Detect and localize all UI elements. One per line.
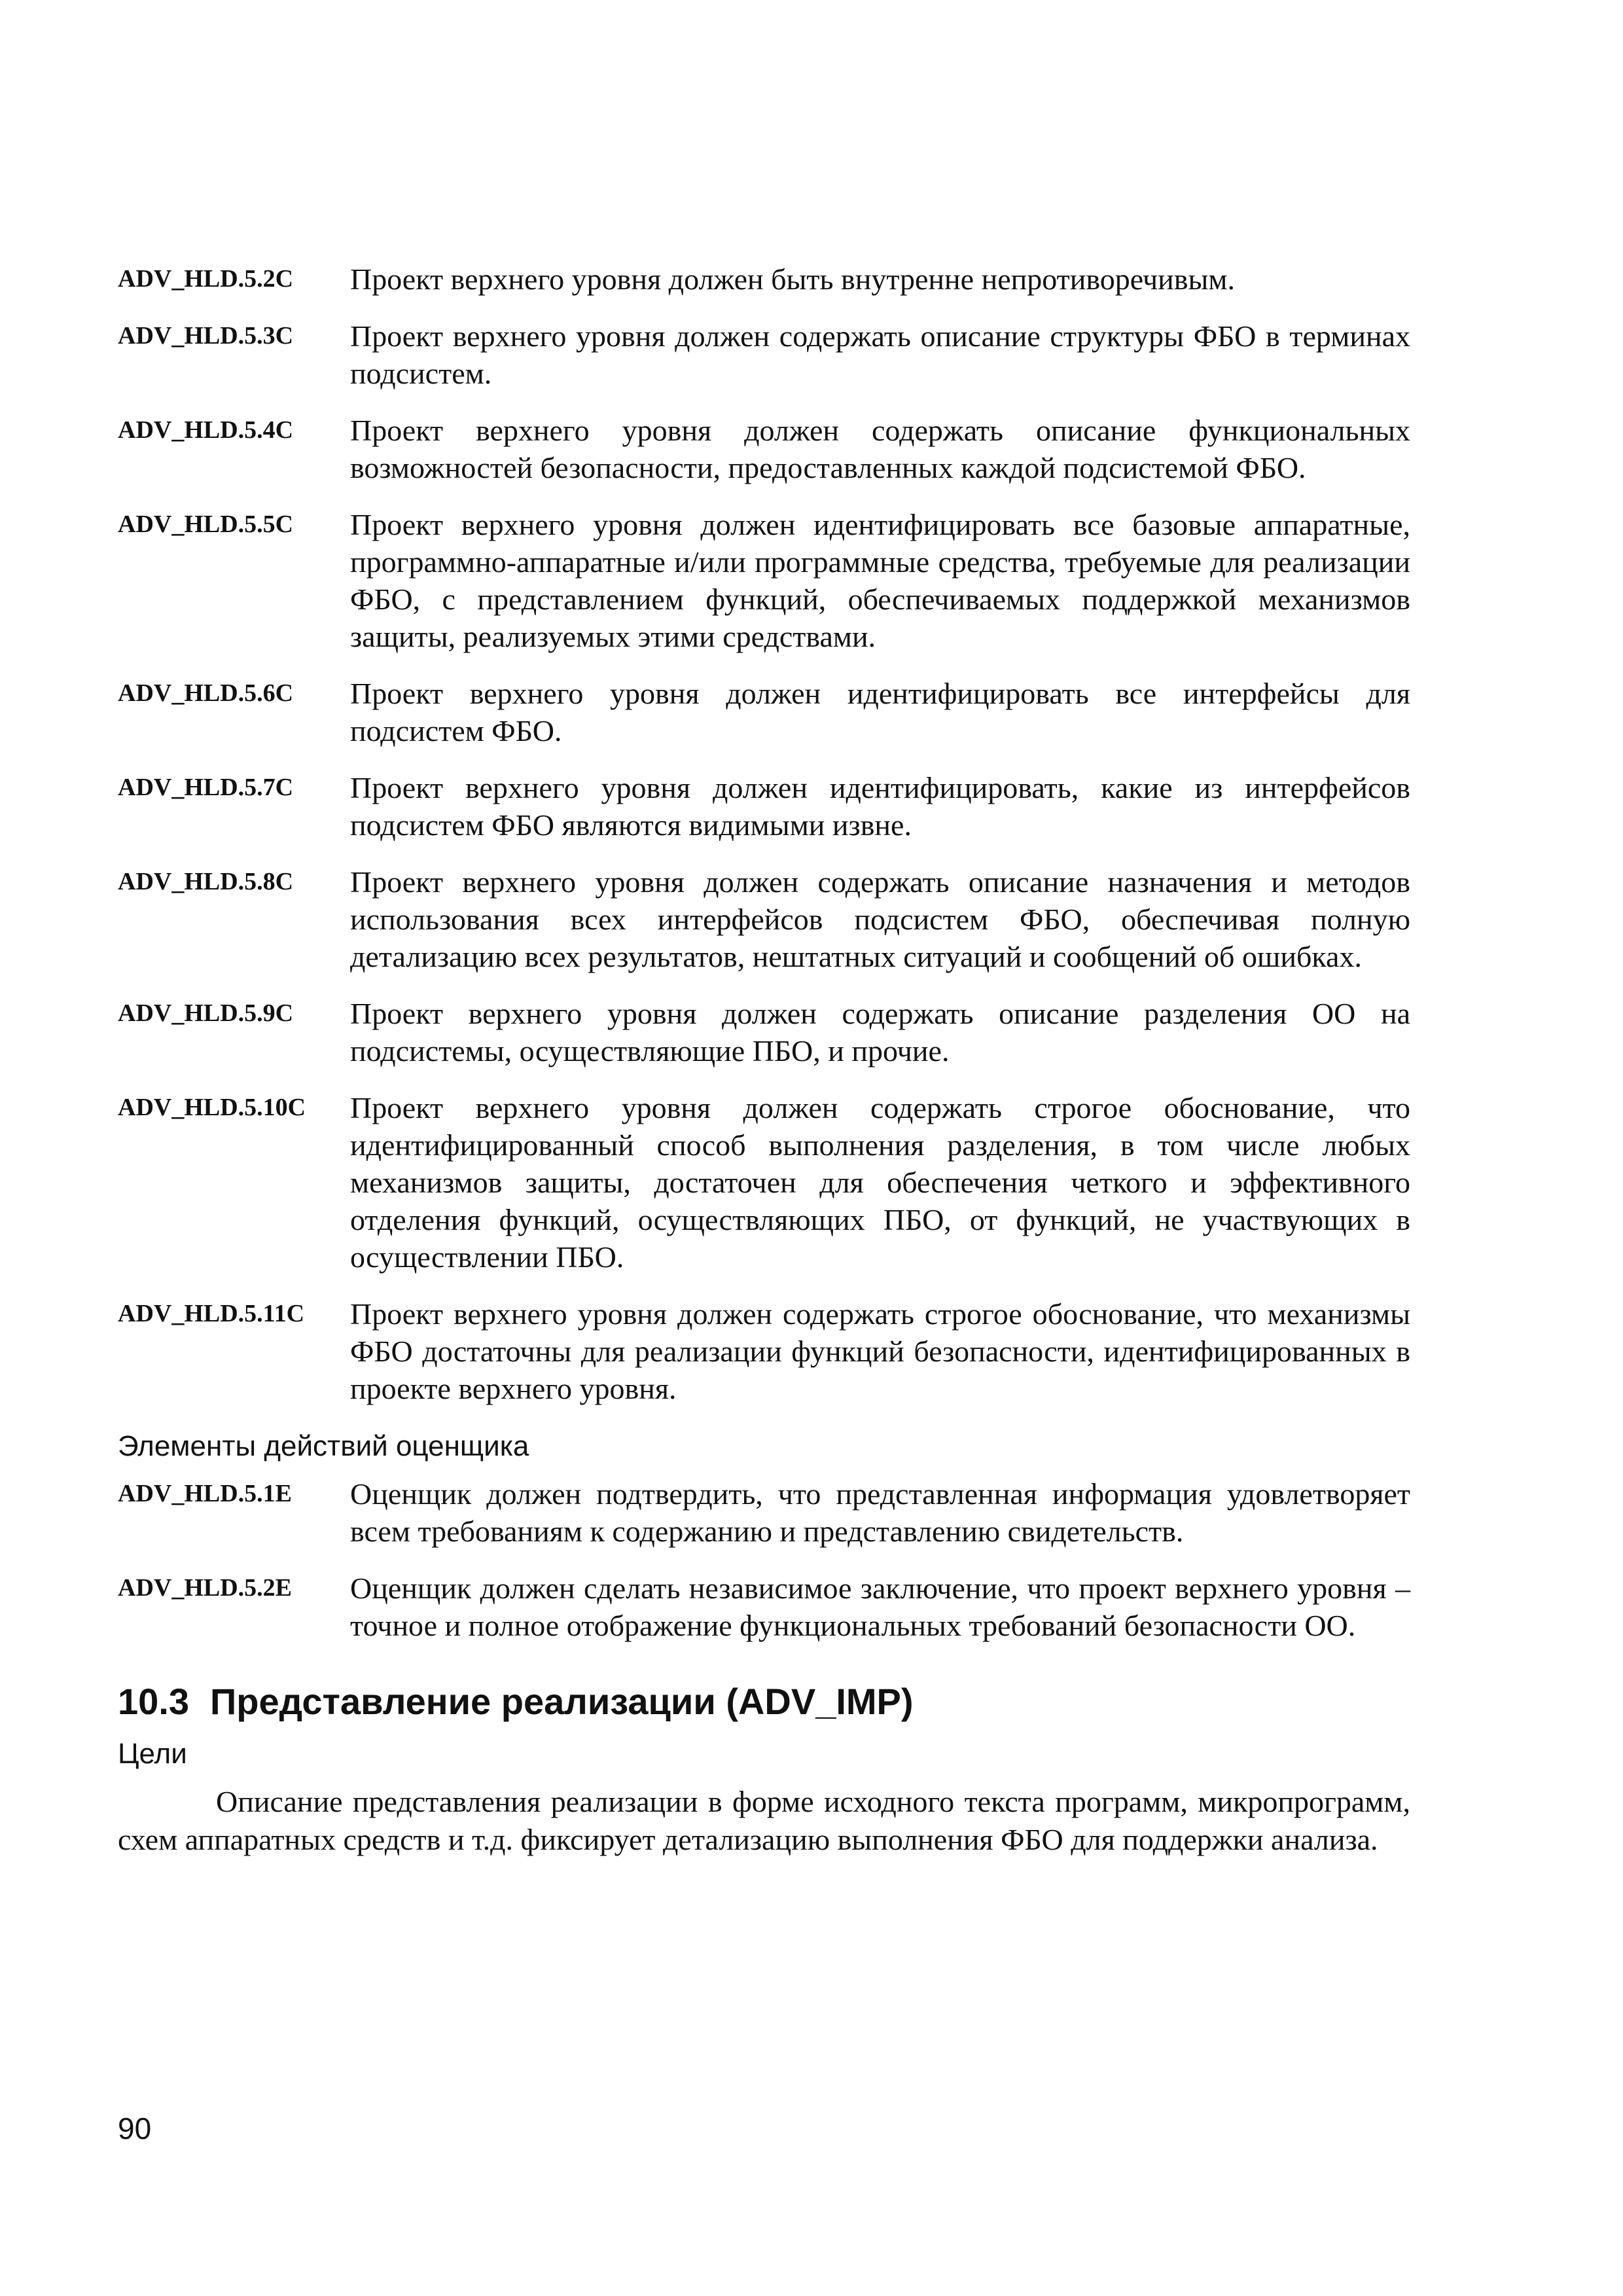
requirement-id: ADV_HLD.5.11C xyxy=(118,1300,305,1327)
requirement-item xyxy=(118,1295,1410,1407)
requirement-text: Оценщик должен сделать независимое заключение, что проект верхнего уровня – точное и полное отображение функциональных требований безопасности ОО. xyxy=(350,1571,1410,1642)
requirement-id: ADV_HLD.5.9C xyxy=(118,999,294,1027)
evaluator-requirements-list xyxy=(118,1475,1410,1644)
requirement-text: Проект верхнего уровня должен содержать описание структуры ФБО в терминах подсистем. xyxy=(350,319,1410,390)
requirement-id: ADV_HLD.5.4C xyxy=(118,416,294,444)
section-title: Представление реализации (ADV_IMP) xyxy=(210,1681,914,1722)
requirement-text: Проект верхнего уровня должен быть внутренне непротиворечивым. xyxy=(350,262,1236,296)
requirement-item xyxy=(118,863,1410,975)
requirement-id: ADV_HLD.5.10C xyxy=(118,1094,306,1121)
page-content xyxy=(118,260,1410,1859)
requirement-id: ADV_HLD.5.5C xyxy=(118,511,294,538)
evaluator-heading: Элементы действий оценщика xyxy=(118,1430,529,1462)
requirement-item xyxy=(118,769,1410,844)
requirement-text: Проект верхнего уровня должен идентифицировать все базовые аппаратные, программно-аппаратные и/или программные средства, требуемые для реализации ФБО, с представлением функций, обеспечиваемых поддержкой механизмов защиты, реализуемых этими средствами. xyxy=(350,508,1410,653)
requirement-text: Проект верхнего уровня должен содержать строгое обоснование, что механизмы ФБО достаточны для реализации функций безопасности, идентифицированных в проекте верхнего уровня. xyxy=(350,1297,1410,1405)
requirement-text: Проект верхнего уровня должен идентифицировать, какие из интерфейсов подсистем ФБО являются видимыми извне. xyxy=(350,771,1410,842)
section-number: 10.3 xyxy=(118,1681,189,1722)
page-number: 90 xyxy=(118,2111,152,2145)
requirement-text: Проект верхнего уровня должен идентифицировать все интерфейсы для подсистем ФБО. xyxy=(350,677,1410,747)
requirement-item xyxy=(118,317,1410,392)
requirement-item xyxy=(118,995,1410,1069)
section-heading xyxy=(118,1676,1410,1728)
requirement-id: ADV_HLD.5.6C xyxy=(118,679,294,707)
requirement-text: Проект верхнего уровня должен содержать описание функциональных возможностей безопасности, предоставленных каждой подсистемой ФБО. xyxy=(350,414,1410,484)
goals-paragraph: Описание представления реализации в форме исходного текста программ, микропрограмм, схем аппаратных средств и т.д. фиксирует детализацию выполнения ФБО для поддержки анализа. xyxy=(118,1785,1410,1856)
requirement-item xyxy=(118,1475,1410,1550)
developer-requirements-list xyxy=(118,260,1410,1407)
requirement-id: ADV_HLD.5.1E xyxy=(118,1480,293,1507)
requirement-item xyxy=(118,260,1410,298)
requirement-item xyxy=(118,412,1410,486)
requirement-id: ADV_HLD.5.2C xyxy=(118,265,294,293)
goals-heading: Цели xyxy=(118,1738,187,1770)
requirement-text: Оценщик должен подтвердить, что представленная информация удовлетворяет всем требованиям к содержанию и представлению свидетельств. xyxy=(350,1477,1410,1548)
requirement-item xyxy=(118,675,1410,749)
requirement-id: ADV_HLD.5.8C xyxy=(118,868,294,895)
requirement-text: Проект верхнего уровня должен содержать строгое обоснование, что идентифицированный способ выполнения разделения, в том числе любых механизмов защиты, достаточен для обеспечения четкого и эффективного отделения функций, осуществляющих ПБО, от функций, не участвующих в осуществлении ПБО. xyxy=(350,1091,1410,1274)
requirement-id: ADV_HLD.5.2E xyxy=(118,1574,293,1602)
requirement-id: ADV_HLD.5.3C xyxy=(118,322,294,350)
requirement-id: ADV_HLD.5.7C xyxy=(118,774,294,801)
requirement-item xyxy=(118,1570,1410,1644)
requirement-item xyxy=(118,506,1410,655)
requirement-text: Проект верхнего уровня должен содержать описание назначения и методов использования всех интерфейсов подсистем ФБО, обеспечивая полную детализацию всех результатов, нештатных ситуаций и сообщений об ошибках. xyxy=(350,865,1410,973)
requirement-text: Проект верхнего уровня должен содержать описание разделения ОО на подсистемы, осуществляющие ПБО, и прочие. xyxy=(350,997,1410,1067)
requirement-item xyxy=(118,1089,1410,1276)
